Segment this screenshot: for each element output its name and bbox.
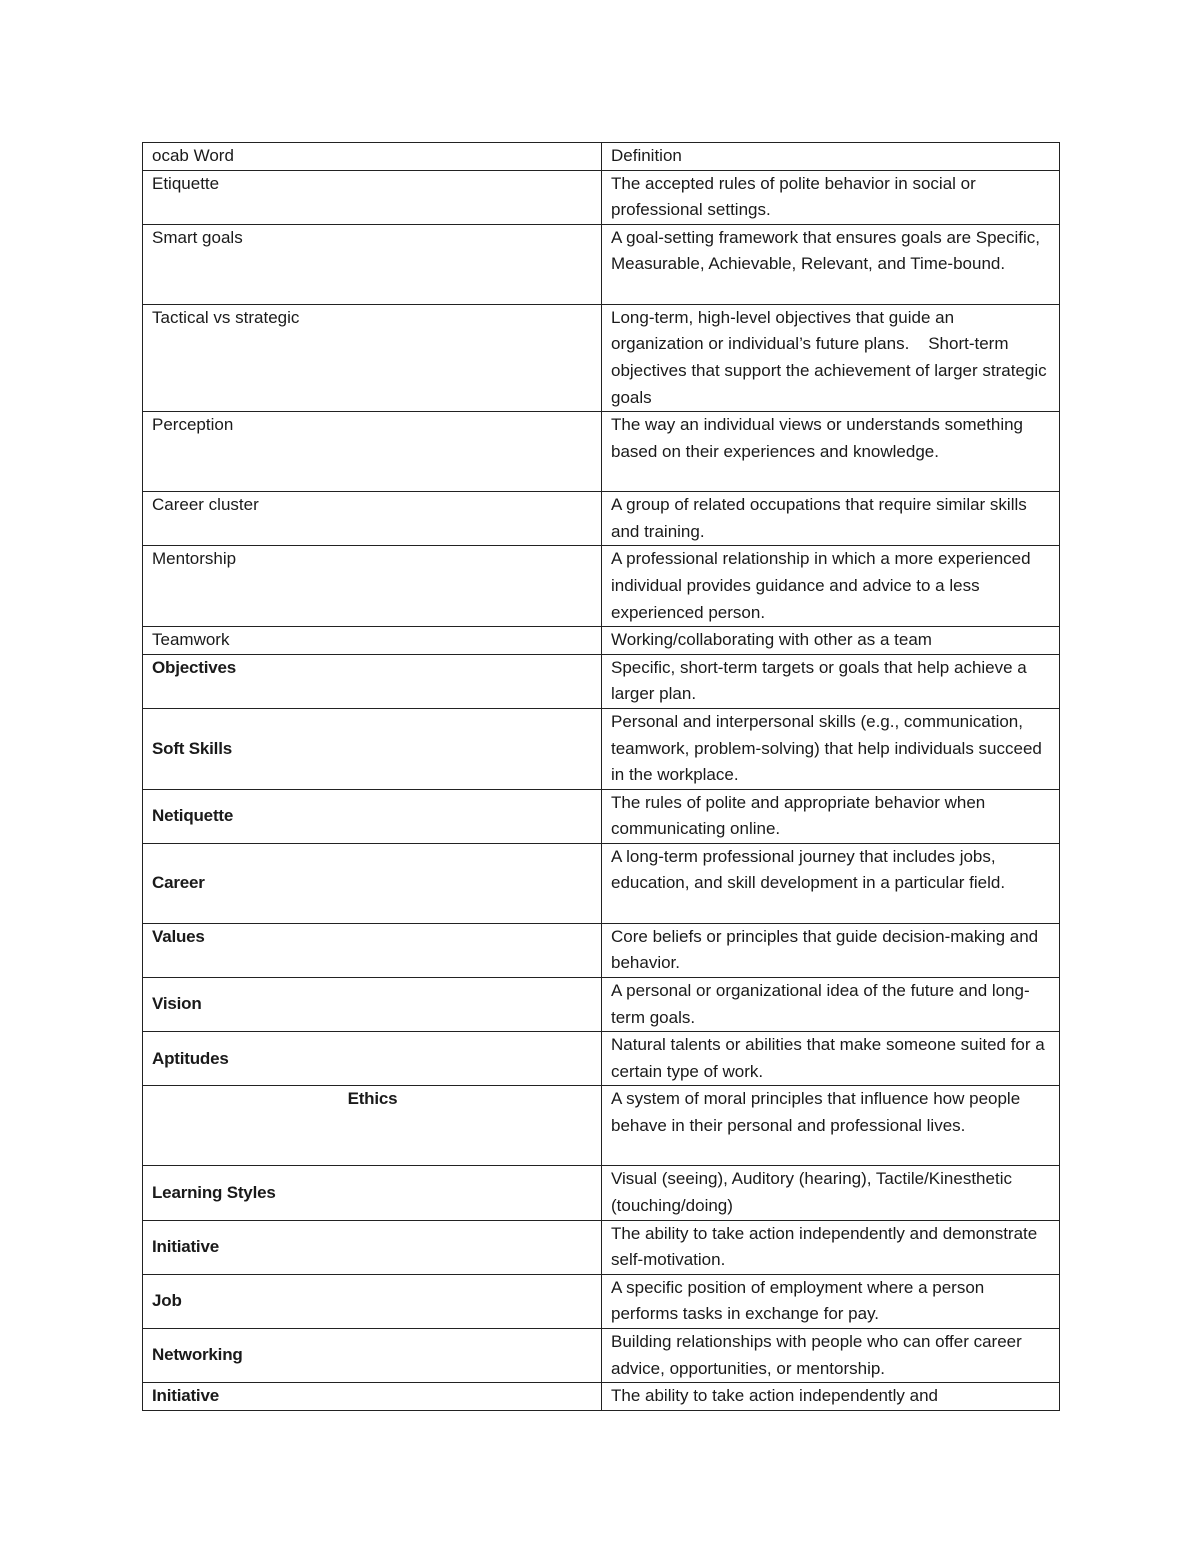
table-row bbox=[143, 1220, 1060, 1274]
vocab-definition: The accepted rules of polite behavior in social or professional settings. bbox=[602, 170, 1060, 224]
table-row bbox=[143, 789, 1060, 843]
table-header-row bbox=[143, 143, 1060, 171]
vocab-definition: Natural talents or abilities that make someone suited for a certain type of work. bbox=[602, 1032, 1060, 1086]
table-row bbox=[143, 708, 1060, 789]
table-row bbox=[143, 1032, 1060, 1086]
table-row bbox=[143, 224, 1060, 304]
vocab-word: Aptitudes bbox=[143, 1032, 602, 1086]
table-row bbox=[143, 978, 1060, 1032]
vocab-word: Teamwork bbox=[143, 627, 602, 655]
vocab-definition: Specific, short-term targets or goals that help achieve a larger plan. bbox=[602, 654, 1060, 708]
vocab-definition: Personal and interpersonal skills (e.g., communication, teamwork, problem-solving) that help individuals succeed in the workplace. bbox=[602, 708, 1060, 789]
table-row bbox=[143, 1166, 1060, 1220]
vocab-definition: A goal-setting framework that ensures goals are Specific, Measurable, Achievable, Relevant, and Time-bound. bbox=[602, 224, 1060, 304]
table-row bbox=[143, 546, 1060, 627]
vocab-table bbox=[142, 142, 1060, 1411]
table-row bbox=[143, 1329, 1060, 1383]
table-row bbox=[143, 654, 1060, 708]
vocab-word: Initiative bbox=[143, 1383, 602, 1411]
vocab-word: Career bbox=[143, 843, 602, 923]
vocab-definition: The ability to take action independently and bbox=[602, 1383, 1060, 1411]
table-row bbox=[143, 1383, 1060, 1411]
vocab-word: Job bbox=[143, 1274, 602, 1328]
table-row bbox=[143, 492, 1060, 546]
vocab-word: Smart goals bbox=[143, 224, 602, 304]
table-row bbox=[143, 1274, 1060, 1328]
vocab-definition: Building relationships with people who can offer career advice, opportunities, or mentorship. bbox=[602, 1329, 1060, 1383]
vocab-word: Learning Styles bbox=[143, 1166, 602, 1220]
vocab-definition: Working/collaborating with other as a team bbox=[602, 627, 1060, 655]
table-row bbox=[143, 843, 1060, 923]
vocab-definition: The way an individual views or understands something based on their experiences and knowledge. bbox=[602, 412, 1060, 492]
table-row bbox=[143, 1086, 1060, 1166]
vocab-word: Soft Skills bbox=[143, 708, 602, 789]
vocab-definition: A professional relationship in which a more experienced individual provides guidance and advice to a less experienced person. bbox=[602, 546, 1060, 627]
vocab-word: Career cluster bbox=[143, 492, 602, 546]
header-definition: Definition bbox=[602, 143, 1060, 171]
vocab-definition: Visual (seeing), Auditory (hearing), Tactile/Kinesthetic (touching/doing) bbox=[602, 1166, 1060, 1220]
vocab-word: Vision bbox=[143, 978, 602, 1032]
vocab-definition: The ability to take action independently and demonstrate self-motivation. bbox=[602, 1220, 1060, 1274]
vocab-word: Ethics bbox=[143, 1086, 602, 1166]
vocab-definition: A system of moral principles that influence how people behave in their personal and professional lives. bbox=[602, 1086, 1060, 1166]
table-row bbox=[143, 923, 1060, 977]
vocab-word: Tactical vs strategic bbox=[143, 304, 602, 411]
vocab-definition: Core beliefs or principles that guide decision-making and behavior. bbox=[602, 923, 1060, 977]
vocab-definition: Long-term, high-level objectives that guide an organization or individual’s future plans. Short-term objectives that support the achievement of larger strategic goals bbox=[602, 304, 1060, 411]
vocab-word: Initiative bbox=[143, 1220, 602, 1274]
vocab-word: Networking bbox=[143, 1329, 602, 1383]
table-row bbox=[143, 170, 1060, 224]
vocab-word: Objectives bbox=[143, 654, 602, 708]
vocab-word: Perception bbox=[143, 412, 602, 492]
vocab-definition: A personal or organizational idea of the future and long-term goals. bbox=[602, 978, 1060, 1032]
table-row bbox=[143, 412, 1060, 492]
table-row bbox=[143, 304, 1060, 411]
vocab-definition: A specific position of employment where a person performs tasks in exchange for pay. bbox=[602, 1274, 1060, 1328]
vocab-word: Etiquette bbox=[143, 170, 602, 224]
table-row bbox=[143, 627, 1060, 655]
header-word: ocab Word bbox=[143, 143, 602, 171]
vocab-definition: A group of related occupations that require similar skills and training. bbox=[602, 492, 1060, 546]
vocab-definition: The rules of polite and appropriate behavior when communicating online. bbox=[602, 789, 1060, 843]
vocab-word: Netiquette bbox=[143, 789, 602, 843]
vocab-definition: A long-term professional journey that includes jobs, education, and skill development in a particular field. bbox=[602, 843, 1060, 923]
vocab-word: Values bbox=[143, 923, 602, 977]
vocab-word: Mentorship bbox=[143, 546, 602, 627]
